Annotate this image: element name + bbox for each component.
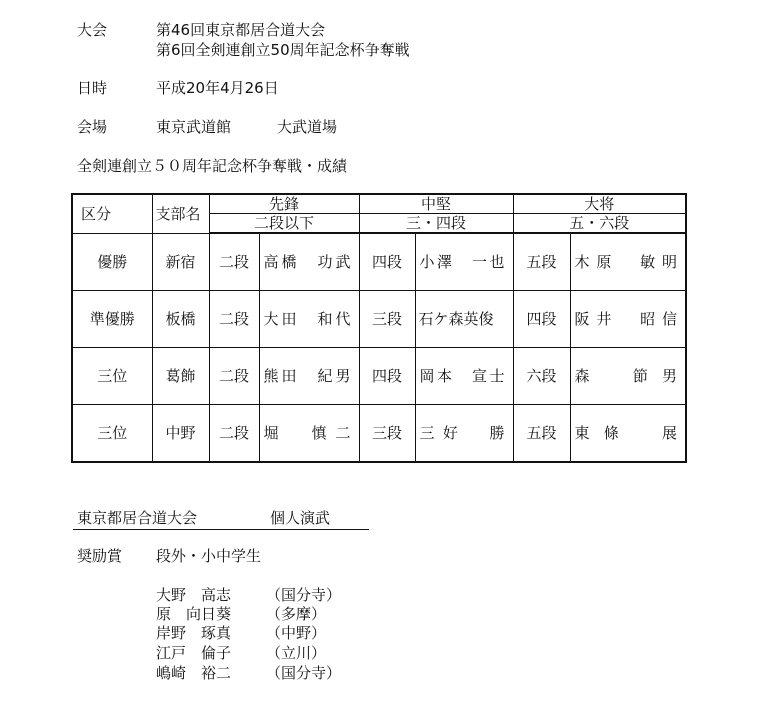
chuken-dan-cell: 三段 (359, 291, 415, 348)
taisho-dan-cell: 四段 (513, 291, 570, 348)
col-header-taisho-rank: 五・六段 (513, 214, 686, 234)
date-value: 平成20年4月26日 (156, 79, 279, 97)
chuken-name-cell: 岡本 宣士 (415, 348, 513, 405)
heading-underline (73, 529, 369, 530)
winner-name: 江戸 倫子 (156, 644, 232, 662)
senpo-name-cell: 熊田 紀男 (259, 348, 359, 405)
winner-branch: （中野） (266, 624, 327, 642)
chuken-name-cell: 三好 勝 (415, 405, 513, 463)
col-header-chuken: 中堅 (359, 194, 513, 214)
chuken-dan-cell: 四段 (359, 233, 415, 291)
winner-name: 大野 高志 (156, 586, 232, 604)
chuken-name-cell: 小澤 一也 (415, 233, 513, 291)
winner-branch: （立川） (266, 644, 327, 662)
individual-heading-event: 東京都居合道大会 (77, 509, 198, 527)
taisho-name-cell: 東條 展 (570, 405, 686, 463)
taisho-dan-cell: 五段 (513, 233, 570, 291)
branch-cell: 板橋 (152, 291, 209, 348)
taisho-name-cell: 阪井 昭信 (570, 291, 686, 348)
event-line-2: 第6回全剣連創立50周年記念杯争奪戦 (156, 41, 410, 59)
taisho-name-cell: 木原 敏明 (570, 233, 686, 291)
header-row-positions (72, 194, 686, 214)
col-header-senpo-rank: 二段以下 (209, 214, 359, 234)
award-label: 奨励賞 (77, 547, 123, 565)
branch-cell: 中野 (152, 405, 209, 463)
chuken-name-cell: 石ケ森英俊 (415, 291, 513, 348)
results-title: 全剣連創立５０周年記念杯争奪戦・成績 (77, 157, 348, 175)
taisho-dan-cell: 六段 (513, 348, 570, 405)
winner-branch: （国分寺） (266, 586, 342, 604)
event-label: 大会 (77, 21, 108, 39)
col-header-taisho: 大将 (513, 194, 686, 214)
winner-name: 原 向日葵 (156, 605, 232, 623)
date-label: 日時 (77, 79, 108, 97)
table-row (72, 291, 686, 348)
place-cell: 三位 (72, 405, 152, 463)
senpo-dan-cell: 二段 (209, 348, 259, 405)
place-cell: 準優勝 (72, 291, 152, 348)
col-header-chuken-rank: 三・四段 (359, 214, 513, 234)
senpo-dan-cell: 二段 (209, 233, 259, 291)
branch-cell: 葛飾 (152, 348, 209, 405)
senpo-name-cell: 大田 和代 (259, 291, 359, 348)
winner-name: 岸野 琢真 (156, 624, 232, 642)
results-table (71, 193, 687, 463)
venue-hall: 大武道場 (277, 118, 338, 136)
winner-branch: （多摩） (266, 605, 327, 623)
table-row (72, 233, 686, 291)
branch-cell: 新宿 (152, 233, 209, 291)
taisho-dan-cell: 五段 (513, 405, 570, 463)
col-header-branch: 支部名 (152, 194, 209, 233)
senpo-name-cell: 高橋 功武 (259, 233, 359, 291)
award-category: 段外・小中学生 (156, 547, 262, 565)
taisho-name-cell: 森 節男 (570, 348, 686, 405)
senpo-dan-cell: 二段 (209, 291, 259, 348)
table-row (72, 405, 686, 463)
chuken-dan-cell: 三段 (359, 405, 415, 463)
winner-branch: （国分寺） (266, 664, 342, 682)
col-header-category: 区分 (72, 194, 152, 233)
winner-name: 嶋崎 裕二 (156, 664, 232, 682)
table-row (72, 348, 686, 405)
chuken-dan-cell: 四段 (359, 348, 415, 405)
senpo-dan-cell: 二段 (209, 405, 259, 463)
place-cell: 優勝 (72, 233, 152, 291)
individual-heading-type: 個人演武 (270, 509, 331, 527)
col-header-senpo: 先鋒 (209, 194, 359, 214)
senpo-name-cell: 堀 慎二 (259, 405, 359, 463)
venue-name: 東京武道館 (156, 118, 232, 136)
event-line-1: 第46回東京都居合道大会 (156, 21, 326, 39)
place-cell: 三位 (72, 348, 152, 405)
venue-label: 会場 (77, 118, 108, 136)
